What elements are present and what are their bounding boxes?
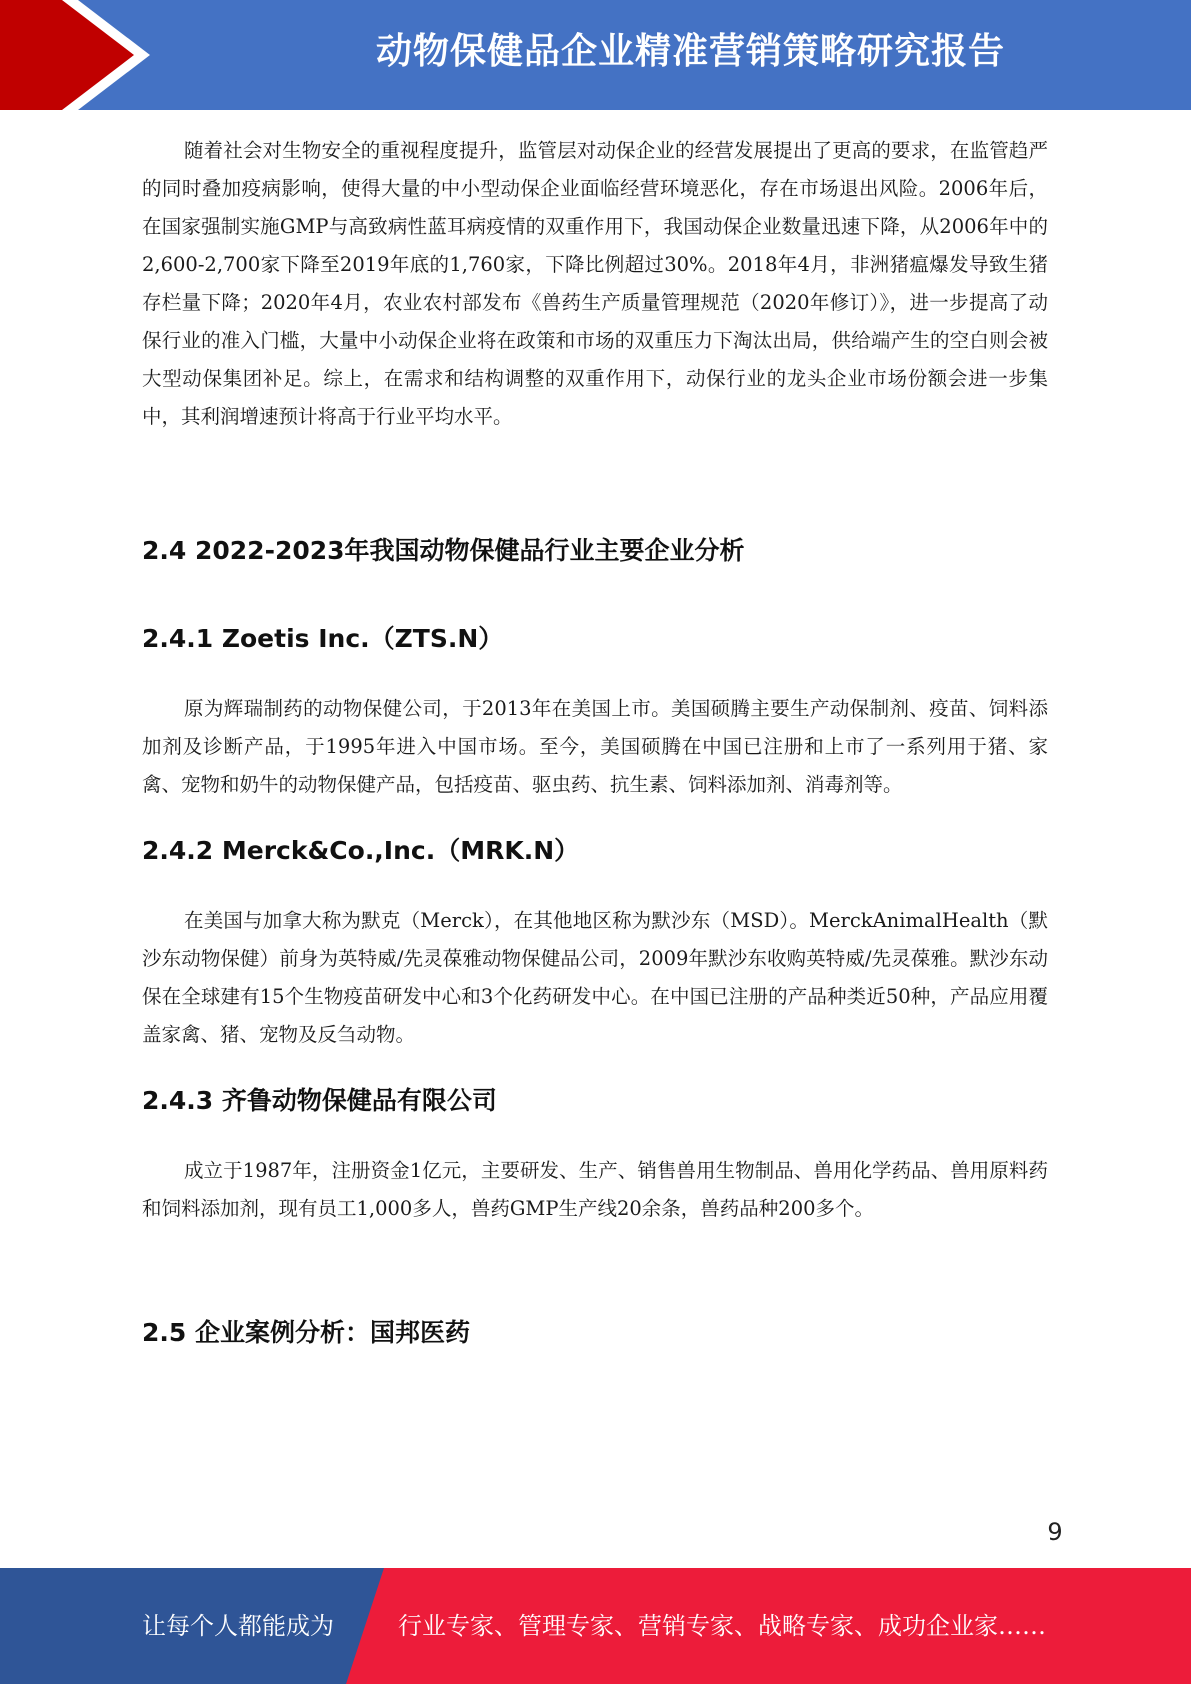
page-header xyxy=(0,0,1191,110)
page-footer xyxy=(0,1568,1191,1684)
section-2-4-1-paragraph: 原为辉瑞制药的动物保健公司，于2013年在美国上市。美国硕腾主要生产动保制剂、疫苗、饲料添加剂及诊断产品，于1995年进入中国市场。至今，美国硕腾在中国已注册和上市了一系列用于猪、家禽、宠物和奶牛的动物保健产品，包括疫苗、驱虫药、抗生素、饲料添加剂、消毒剂等。 xyxy=(142,697,1048,796)
footer-slogan-left: 让每个人都能成为 xyxy=(142,1612,334,1640)
section-2-4-2-heading: 2.4.2 Merck&Co.,Inc.（MRK.N） xyxy=(142,836,580,865)
page-content xyxy=(142,132,1048,1350)
section-2-5-heading: 2.5 企业案例分析：国邦医药 xyxy=(142,1318,470,1347)
intro-paragraph: 随着社会对生物安全的重视程度提升，监管层对动保企业的经营发展提出了更高的要求，在监管趋严的同时叠加疫病影响，使得大量的中小型动保企业面临经营环境恶化，存在市场退出风险。2006年后，在国家强制实施GMP与高致病性蓝耳病疫情的双重作用下，我国动保企业数量迅速下降，从2006年中的2,600-2,700家下降至2019年底的1,760家，下降比例超过30%。2018年4月，非洲猪瘟爆发导致生猪存栏量下降；2020年4月，农业农村部发布《兽药生产质量管理规范（2020年修订）》，进一步提高了动保行业的准入门槛，大量中小动保企业将在政策和市场的双重压力下淘汰出局，供给端产生的空白则会被大型动保集团补足。综上，在需求和结构调整的双重作用下，动保行业的龙头企业市场份额会进一步集中，其利润增速预计将高于行业平均水平。 xyxy=(142,139,1048,428)
section-2-4-3-paragraph: 成立于1987年，注册资金1亿元，主要研发、生产、销售兽用生物制品、兽用化学药品、兽用原料药和饲料添加剂，现有员工1,000多人，兽药GMP生产线20余条，兽药品种200多个。 xyxy=(142,1159,1048,1220)
section-2-4-2-paragraph: 在美国与加拿大称为默克（Merck），在其他地区称为默沙东（MSD）。MerckAnimalHealth（默沙东动物保健）前身为英特威/先灵葆雅动物保健品公司，2009年默沙东收购英特威/先灵葆雅。默沙东动保在全球建有15个生物疫苗研发中心和3个化药研发中心。在中国已注册的产品种类近50种，产品应用覆盖家禽、猪、宠物及反刍动物。 xyxy=(142,909,1048,1046)
report-title: 动物保健品企业精准营销策略研究报告 xyxy=(375,31,1005,72)
footer-slogan-right: 行业专家、管理专家、营销专家、战略专家、成功企业家…… xyxy=(398,1612,1046,1640)
section-2-4-1-heading: 2.4.1 Zoetis Inc.（ZTS.N） xyxy=(142,624,504,653)
section-2-4-3-heading: 2.4.3 齐鲁动物保健品有限公司 xyxy=(142,1086,497,1115)
section-2-4-heading: 2.4 2022-2023年我国动物保健品行业主要企业分析 xyxy=(142,536,745,565)
page-number: 9 xyxy=(1047,1518,1063,1546)
